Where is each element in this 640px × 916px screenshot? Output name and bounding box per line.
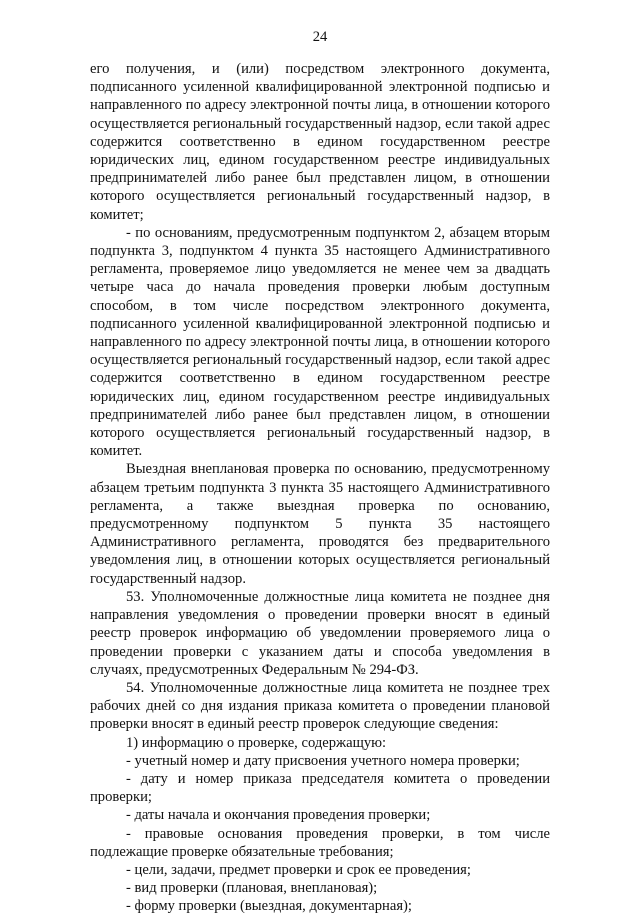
list-item-type: - вид проверки (плановая, внеплановая);	[126, 880, 378, 897]
list-item-inspection-info: 1) информацию о проверке, содержащую:	[126, 734, 387, 751]
list-item-dates: - даты начала и окончания проведения проверки;	[126, 807, 431, 824]
page-number: 24	[312, 29, 328, 45]
paragraph-item-53: 53. Уполномоченные должностные лица комитета не позднее дня направления уведомления о проведении проверки вносят в единый реестр проверок информацию об уведомлении проверяемого лица о проведении проверки с указанием даты и способа уведомления в случаях, предусмотренных Федеральным № 294-ФЗ.	[90, 588, 550, 678]
list-item-goals: - цели, задачи, предмет проверки и срок ее проведения;	[126, 861, 471, 878]
list-item-account-number: - учетный номер и дату присвоения учетного номера проверки;	[126, 752, 520, 769]
paragraph-notification-basis: - по основаниям, предусмотренным подпунктом 2, абзацем вторым подпункта 3, подпунктом 4 пункта 35 настоящего Административного регламента, проверяемое лицо уведомляется не менее чем за двадцать четыре часа до начала проведения проверки любым доступным способом, в том числе посредством электронного документа, подписанного усиленной квалифицированной электронной подписью и направленного по адресу электронной почты лица, в отношении которого осуществляется региональный государственный надзор, если такой адрес содержится соответственно в едином государственном реестре юридических лиц, едином государственном реестре индивидуальных предпринимателей либо ранее был представлен лицом, в отношении которого осуществляется региональный государственный надзор, в комитет.	[90, 224, 550, 460]
paragraph-unscheduled-inspection: Выездная внеплановая проверка по основанию, предусмотренному абзацем третьим подпункта 3 пункта 35 настоящего Административного регламента, а также выездная проверка по основанию, предусмотренному подпунктом 5 пункта 35 настоящего Административного регламента, проводятся без предварительного уведомления лиц, в отношении которых осуществляется региональный государственный надзор.	[90, 461, 550, 587]
paragraph-item-54: 54. Уполномоченные должностные лица комитета не позднее трех рабочих дней со дня издания приказа комитета о проведении плановой проверки вносят в единый реестр проверок следующие сведения:	[90, 679, 550, 733]
list-item-order-date: - дату и номер приказа председателя комитета о проведении проверки;	[90, 770, 550, 806]
paragraph-continuation: его получения, и (или) посредством электронного документа, подписанного усиленной квалифицированной электронной подписью и направленного по адресу электронной почты лица, в отношении которого осуществляется региональный государственный надзор, если такой адрес содержится соответственно в едином государственном реестре юридических лиц, едином государственном реестре индивидуальных предпринимателей либо ранее был представлен лицом, в отношении которого осуществляется региональный государственный надзор, в комитет;	[90, 61, 550, 223]
list-item-form: - форму проверки (выездная, документарная);	[126, 898, 412, 915]
document-body	[90, 60, 550, 916]
list-item-legal-grounds: - правовые основания проведения проверки, в том числе подлежащие проверке обязательные требования;	[90, 825, 550, 860]
